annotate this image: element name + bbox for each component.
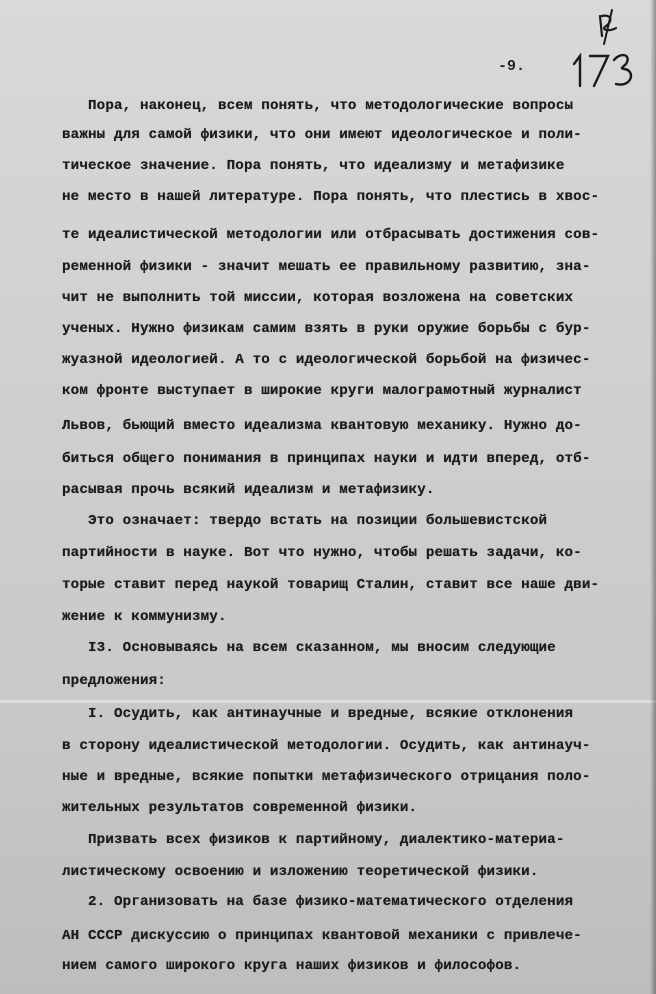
text-line: ком фронте выступает в широкие круги малограмотный журналист (62, 383, 582, 399)
text-line: предложения: (62, 673, 166, 689)
text-line: Это означает: твердо встать на позиции большевистской (88, 513, 548, 529)
text-line: 2. Организовать на базе физико-математического отделения (88, 894, 574, 910)
text-line: чит не выполнить той миссии, которая возложена на советских (62, 290, 574, 306)
text-line: жительных результатов современной физики. (62, 800, 418, 816)
handwritten-archive-number (560, 6, 650, 96)
text-line: ные и вредные, всякие попытки метафизического отрицания поло- (62, 769, 591, 785)
text-line: Львов, бьющий вместо идеализма квантовую механику. Нужно до- (62, 418, 582, 434)
text-line: торые ставит перед наукой товарищ Сталин, ставит все наше дви- (62, 577, 600, 593)
text-line: нием самого широкого круга наших физиков и философов. (62, 958, 522, 974)
text-line: биться общего понимания в принципах науки и идти вперед, отб- (62, 451, 591, 467)
text-line: Пора, наконец, всем понять, что методологические вопросы (88, 98, 574, 114)
text-line: расывая прочь всякий идеализм и метафизику. (62, 482, 435, 498)
paper-fold (0, 700, 656, 703)
text-line: Призвать всех физиков к партийному, диалектико-материа- (88, 832, 565, 848)
text-line: в сторону идеалистической методологии. Осудить, как антинауч- (62, 738, 591, 754)
text-line: партийности в науке. Вот что нужно, чтобы решать задачи, ко- (62, 545, 582, 561)
text-line: I3. Основываясь на всем сказанном, мы вносим следующие (88, 640, 556, 656)
text-line: I. Осудить, как антинаучные и вредные, всякие отклонения (88, 706, 574, 722)
text-line: не место в нашей литературе. Пора понять, что плестись в хвос- (62, 189, 600, 205)
text-line: жение к коммунизму. (62, 609, 227, 625)
text-line: листическому освоению и изложению теоретической физики. (62, 864, 539, 880)
text-line: АН СССР дискуссию о принципах квантовой механики с привлече- (62, 928, 582, 944)
text-line: важны для самой физики, что они имеют идеологическое и поли- (62, 127, 582, 143)
page-number: -9. (498, 58, 526, 75)
text-line: ременной физики - значит мешать ее правильному развитию, зна- (62, 259, 591, 275)
text-line: ученых. Нужно физикам самим взять в руки оружие борьбы с бур- (62, 321, 591, 337)
page-edge-shadow (650, 0, 656, 994)
text-line: тическое значение. Пора понять, что идеализму и метафизике (62, 158, 565, 174)
text-line: жуазной идеологией. А то с идеологической борьбой на физичес- (62, 352, 591, 368)
text-line: те идеалистической методологии или отбрасывать достижения сов- (62, 227, 600, 243)
